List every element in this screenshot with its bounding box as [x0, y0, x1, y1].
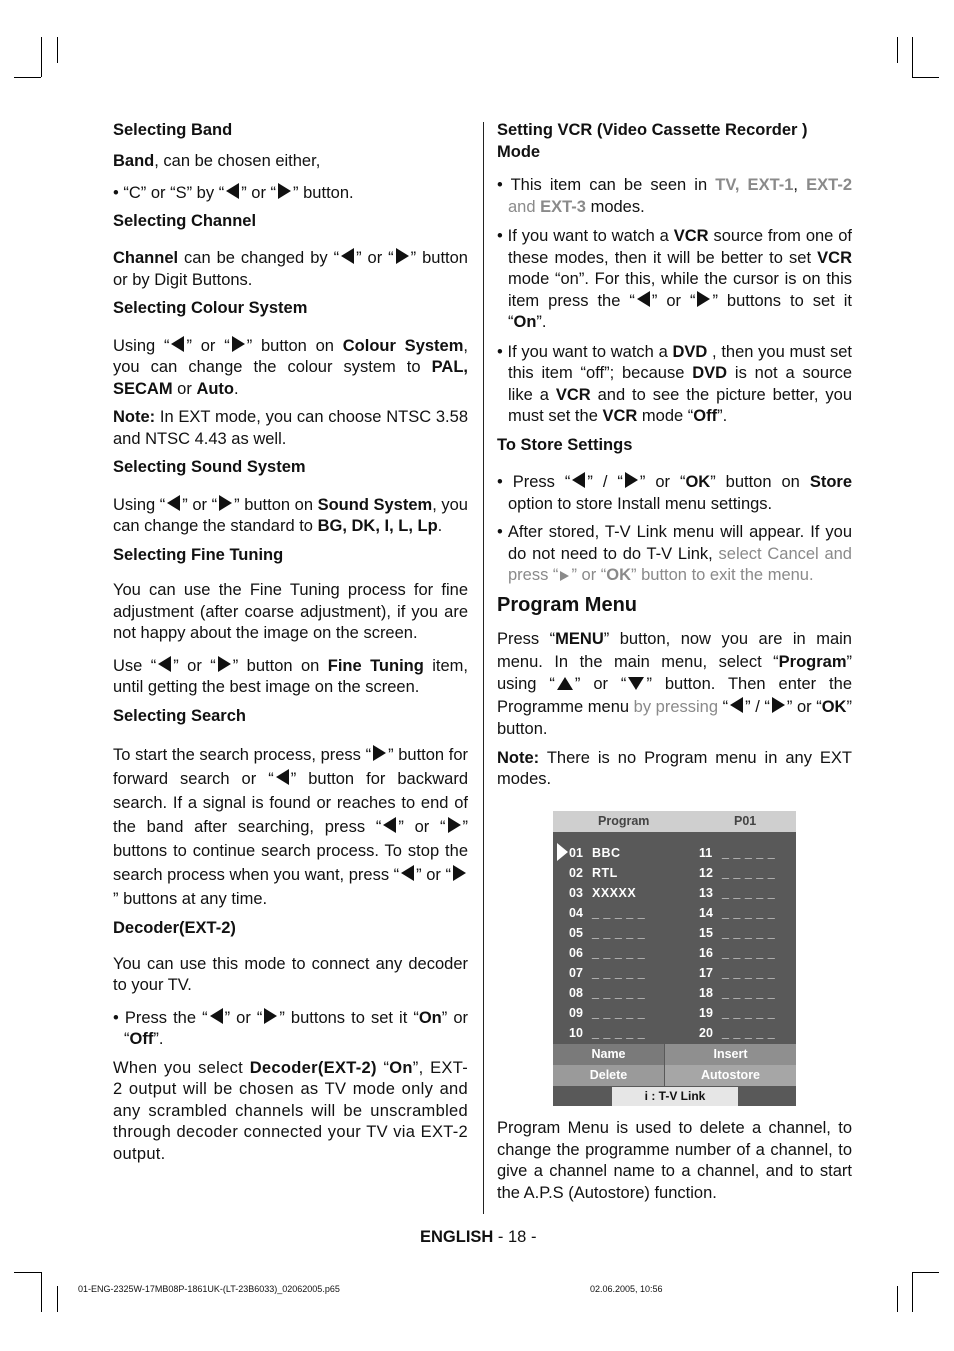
crop-mark [14, 1272, 41, 1273]
channel-name: _ _ _ _ _ [722, 906, 776, 920]
channel-name: XXXXX [592, 886, 637, 900]
right-arrow-icon [218, 656, 231, 672]
channel-number: 09 [569, 1006, 583, 1020]
channel-name: _ _ _ _ _ [722, 846, 776, 860]
channel-number: 08 [569, 986, 583, 1000]
sound-text: Using “ ” or “ ” button on Sound System, you can change the standard to BG, DK, I, L, Lp. [113, 495, 468, 535]
program-menu-description: Program Menu is used to delete a channel, to change the programme number of a channel, to give a channel name to a channel, and to start the A.P.S (Autostore) function. [497, 1119, 852, 1202]
channel-name: _ _ _ _ _ [722, 1006, 776, 1020]
channel-number: 02 [569, 866, 583, 880]
right-arrow-icon [453, 865, 466, 881]
file-date: 02.06.2005, 10:56 [590, 1284, 663, 1294]
left-arrow-icon [341, 248, 354, 264]
section-title-search: Selecting Search [113, 706, 246, 725]
channel-number: 14 [699, 906, 713, 920]
cursor-arrow-icon [557, 843, 568, 861]
channel-name: _ _ _ _ _ [722, 926, 776, 940]
down-arrow-icon [628, 677, 644, 690]
column-divider [483, 122, 484, 1214]
crop-mark [912, 77, 939, 78]
band-options: • “C” or “S” by “ ” or “ ” button. [113, 184, 354, 202]
channel-number: 07 [569, 966, 583, 980]
channel-name: RTL [592, 866, 618, 880]
right-arrow-icon [697, 291, 710, 307]
right-column [497, 120, 852, 798]
program-menu-text: Press “MENU” button, now you are in main menu. In the main menu, select “Program” using “ ” or “ ” button. Then enter the Programme menu by pressing “ ” / “ ” or “OK” button. [497, 630, 852, 738]
delete-button[interactable]: Delete [553, 1065, 664, 1086]
channel-number: 15 [699, 926, 713, 940]
fine-tuning-usage: Use “ ” or “ ” button on Fine Tuning item, until getting the best image on the screen. [113, 656, 468, 696]
crop-mark [897, 37, 898, 63]
osd-tv-link-hint: i : T-V Link [612, 1087, 738, 1106]
osd-header [553, 811, 796, 832]
right-arrow-icon [219, 495, 232, 511]
channel-number: 01 [569, 846, 583, 860]
section-title-colour: Selecting Colour System [113, 299, 308, 317]
fine-tuning-text: You can use the Fine Tuning process for fine adjustment (after coarse adjustment), if you are not happy about the image on the screen. [113, 581, 468, 642]
insert-button[interactable]: Insert [665, 1044, 796, 1065]
section-title-channel: Selecting Channel [113, 211, 257, 230]
crop-mark [912, 1272, 939, 1273]
channel-name: _ _ _ _ _ [592, 1006, 646, 1020]
left-arrow-icon [167, 495, 180, 511]
colour-text: Using “ ” or “ ” button on Colour System, you can change the colour system to PAL, SECAM or Auto. [113, 336, 468, 398]
left-arrow-icon [383, 817, 396, 833]
section-title-band: Selecting Band [113, 121, 233, 139]
program-menu-heading: Program Menu [497, 593, 638, 616]
vcr-bullet-modes: • This item can be seen in TV, EXT-1, EXT-2 and EXT-3 modes. [497, 176, 852, 216]
band-text: Band, can be chosen either, [113, 151, 321, 170]
channel-text: Channel can be changed by “ ” or “ ” button or by Digit Buttons. [113, 249, 468, 289]
channel-number: 10 [569, 1026, 583, 1040]
left-arrow-icon [226, 183, 239, 199]
up-arrow-icon [557, 677, 573, 690]
crop-mark [41, 1272, 42, 1312]
section-title-store: To Store Settings [497, 435, 633, 454]
section-title-vcr: Setting VCR (Video Cassette Recorder ) Mode [497, 121, 808, 161]
channel-number: 11 [699, 846, 713, 860]
file-info: 01-ENG-2325W-17MB08P-1861UK-(LT-23B6033)_02062005.p65 [78, 1284, 340, 1294]
right-arrow-icon [625, 472, 638, 488]
right-arrow-icon [448, 817, 461, 833]
channel-name: _ _ _ _ _ [592, 986, 646, 1000]
crop-mark [41, 37, 42, 77]
channel-name: BBC [592, 846, 621, 860]
right-arrow-icon [560, 571, 569, 581]
osd-header-program-number: P01 [734, 814, 757, 828]
decoder-text: You can use this mode to connect any decoder to your TV. [113, 954, 468, 994]
autostore-button[interactable]: Autostore [665, 1065, 796, 1086]
right-arrow-icon [373, 745, 386, 761]
crop-mark [57, 1286, 58, 1312]
left-arrow-icon [730, 697, 743, 713]
section-title-fine-tuning: Selecting Fine Tuning [113, 545, 284, 564]
crop-mark [14, 77, 41, 78]
page-number: ENGLISH - 18 - [420, 1228, 537, 1246]
crop-mark [897, 1286, 898, 1312]
channel-number: 05 [569, 926, 583, 940]
channel-name: _ _ _ _ _ [592, 966, 646, 980]
channel-name: _ _ _ _ _ [722, 986, 776, 1000]
crop-mark [57, 37, 58, 63]
channel-number: 17 [699, 966, 713, 980]
decoder-output-text: When you select Decoder(EXT-2) “On”, EXT-2 output will be chosen as TV mode only and any scrambled channels will be unscrambled through decoder connected your TV via EXT-2 output. [113, 1058, 468, 1163]
left-arrow-icon [171, 336, 184, 352]
left-arrow-icon [637, 291, 650, 307]
channel-number: 13 [699, 886, 713, 900]
name-button[interactable]: Name [553, 1044, 664, 1065]
channel-name: _ _ _ _ _ [592, 1026, 646, 1040]
channel-name: _ _ _ _ _ [722, 966, 776, 980]
right-arrow-icon [264, 1008, 277, 1024]
channel-number: 06 [569, 946, 583, 960]
channel-name: _ _ _ _ _ [592, 946, 646, 960]
program-menu-note: Note: There is no Program menu in any EXT modes. [497, 748, 852, 788]
channel-number: 19 [699, 1006, 713, 1020]
channel-name: _ _ _ _ _ [722, 886, 776, 900]
channel-name: _ _ _ _ _ [722, 866, 776, 880]
left-column [113, 120, 468, 1172]
crop-mark [912, 1272, 913, 1312]
vcr-bullet-watch-vcr: • If you want to watch a VCR source from one of these modes, then it will be better to set VCR mode “on”. For this, while the cursor is on this item press the “ ” or “ ” buttons to set it “On”. [497, 227, 853, 331]
left-arrow-icon [276, 769, 289, 785]
crop-mark [912, 37, 913, 77]
section-title-sound: Selecting Sound System [113, 458, 306, 476]
osd-header-title: Program [598, 814, 650, 828]
right-arrow-icon [232, 336, 245, 352]
channel-number: 16 [699, 946, 713, 960]
channel-name: _ _ _ _ _ [722, 946, 776, 960]
channel-number: 18 [699, 986, 713, 1000]
channel-number: 20 [699, 1026, 713, 1040]
left-arrow-icon [158, 656, 171, 672]
channel-name: _ _ _ _ _ [592, 906, 646, 920]
left-arrow-icon [401, 865, 414, 881]
store-bullet-tvlink: • After stored, T-V Link menu will appear. If you do not need to do T-V Link, select Cancel and press “ ” or “OK” button to exit the menu. [497, 523, 852, 584]
decoder-bullet: • Press the “ ” or “ ” buttons to set it “On” or “Off”. [113, 1008, 468, 1048]
channel-name: _ _ _ _ _ [722, 1026, 776, 1040]
channel-name: _ _ _ _ _ [592, 926, 646, 940]
channel-number: 04 [569, 906, 583, 920]
channel-number: 03 [569, 886, 583, 900]
left-arrow-icon [210, 1008, 223, 1024]
colour-note: Note: In EXT mode, you can choose NTSC 3.58 and NTSC 4.43 as well. [113, 408, 468, 448]
vcr-bullet-watch-dvd: • If you want to watch a DVD , then you must set this item “off”; because DVD is not a source like a VCR and to see the picture better, you must set the VCR mode “Off”. [497, 342, 853, 425]
program-menu-osd [553, 811, 796, 1106]
store-bullet-press: • Press “ ” / “ ” or “OK” button on Store option to store Install menu settings. [497, 473, 852, 513]
right-arrow-icon [396, 248, 409, 264]
channel-number: 12 [699, 866, 713, 880]
left-arrow-icon [572, 472, 585, 488]
right-arrow-icon [772, 697, 785, 713]
section-title-decoder: Decoder(EXT-2) [113, 919, 236, 937]
right-arrow-icon [278, 183, 291, 199]
search-text: To start the search process, press “ ” button for forward search or “ ” button for backward search. If a signal is found or reaches to end of the band after searching, press “ ” or “ ” buttons to continue search process. To stop the search process when you want, press “ ” or “” buttons at any time. [113, 746, 468, 908]
